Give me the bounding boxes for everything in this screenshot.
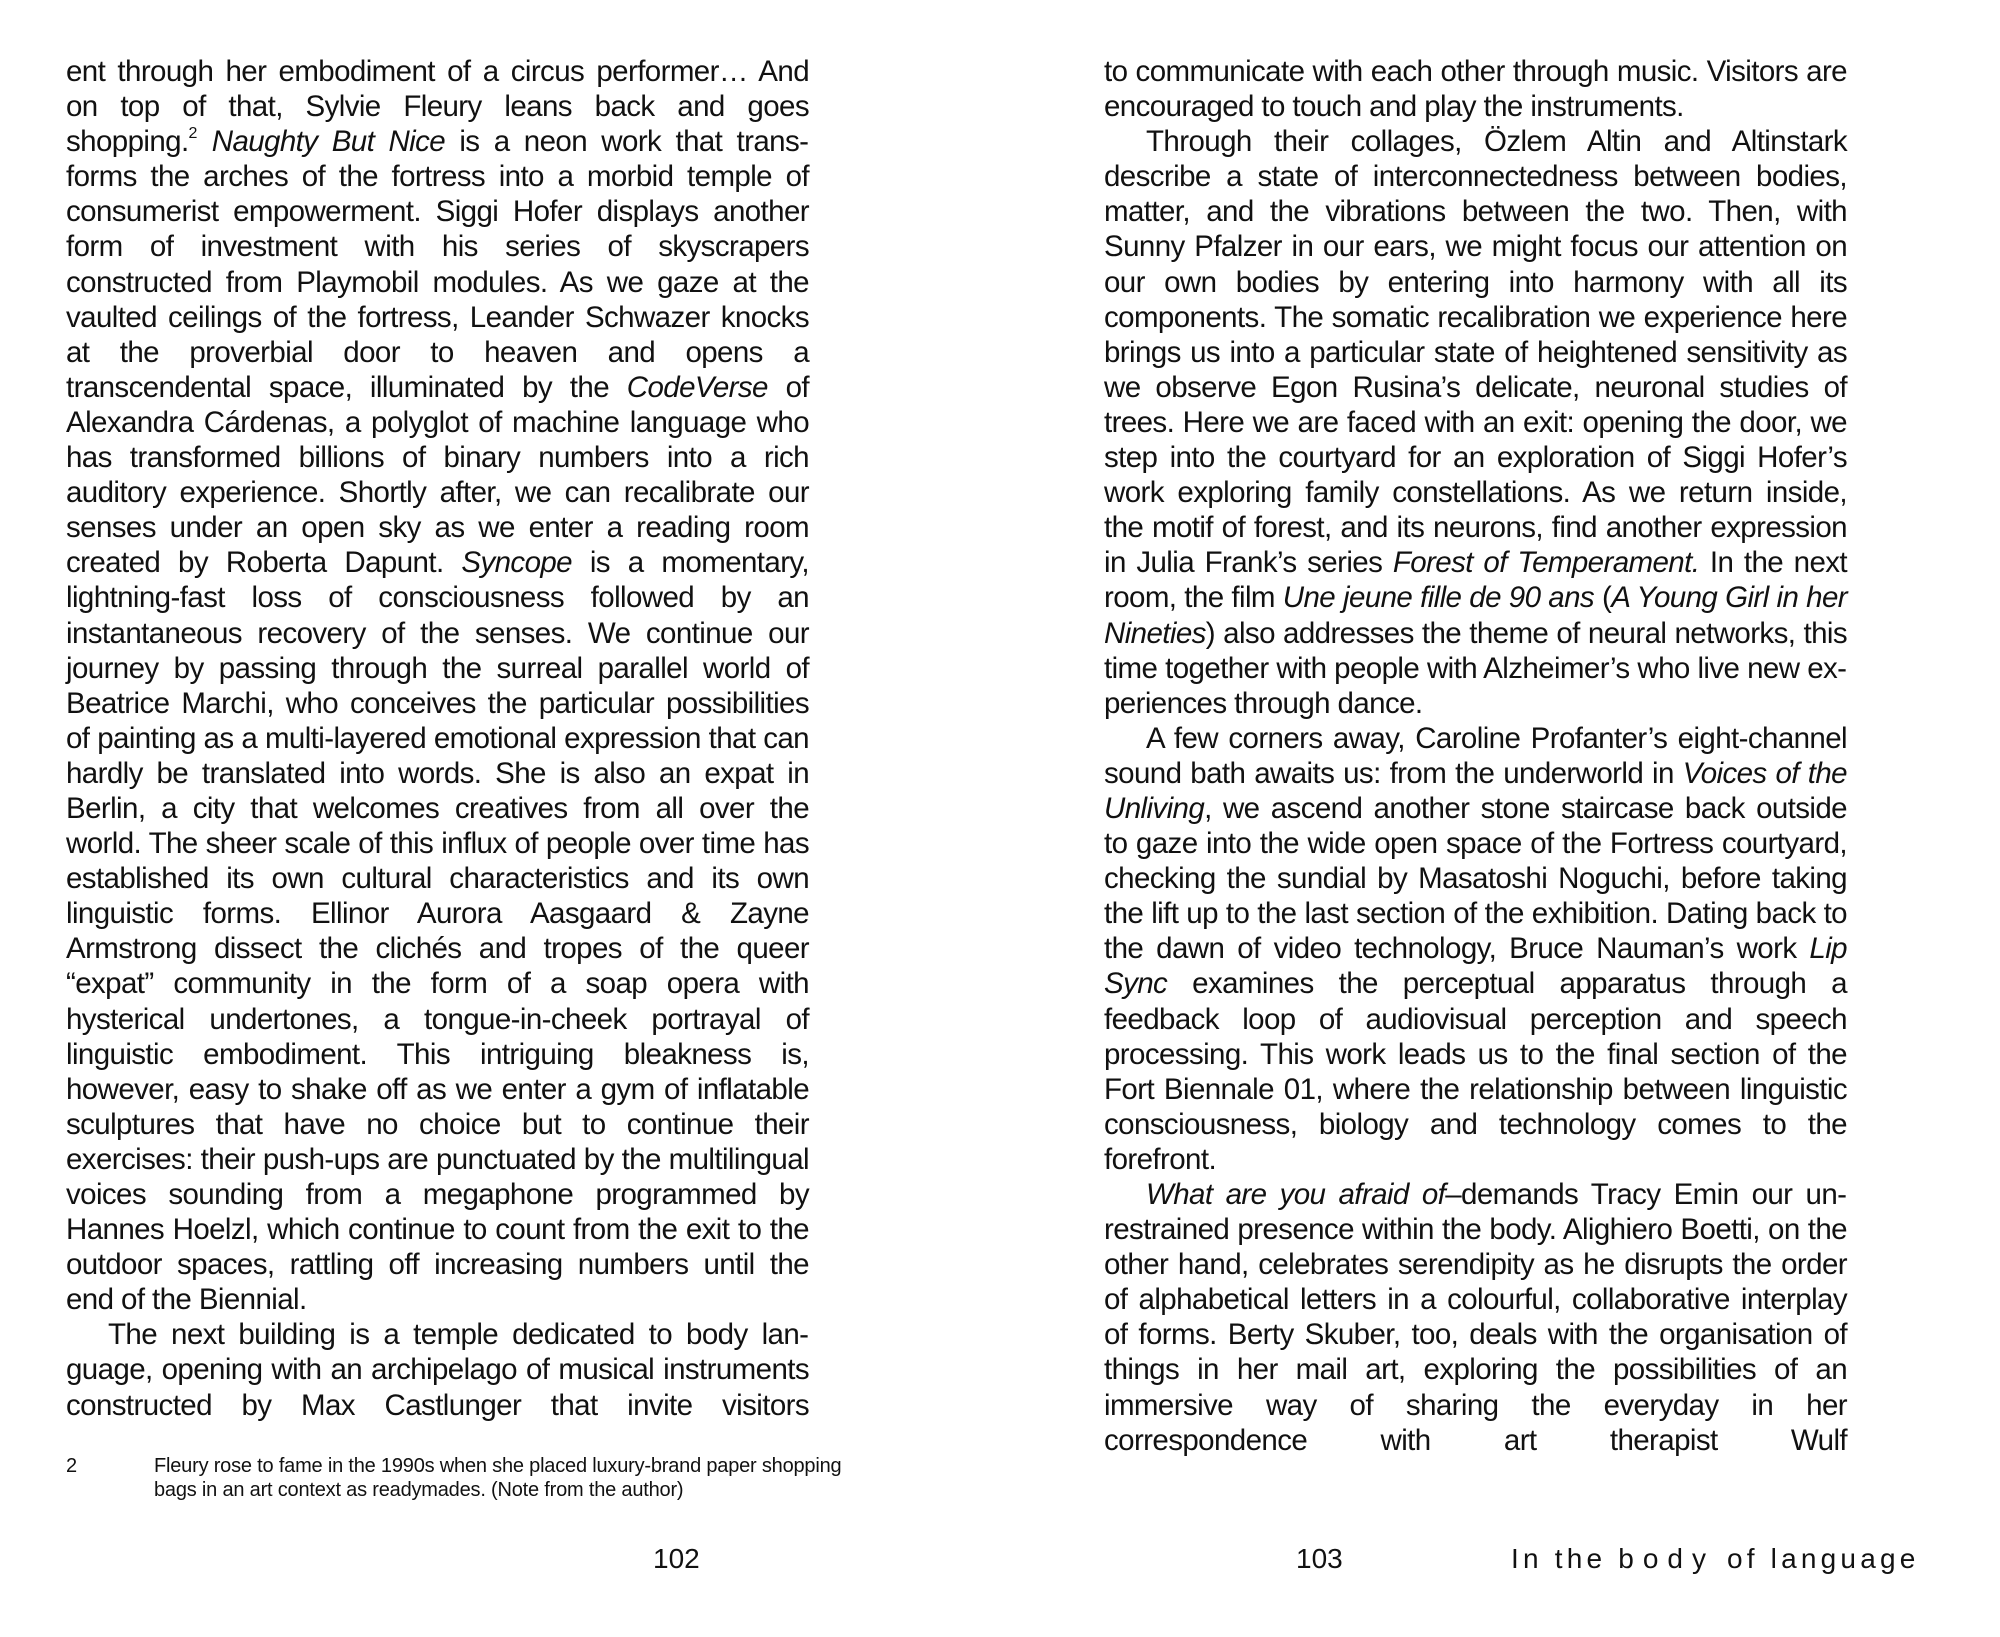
right-paragraph-1	[1104, 54, 1847, 124]
footnote	[66, 1454, 916, 1502]
right-body-text	[1104, 54, 1847, 1458]
text-run: –demands Tracy Emin our unrestrained presence within the body. Alighiero Boetti, on the other hand, celebrates serendipity as he disrupts the order of alphabetical letters in a colourful, collaborative interplay of forms. Berty Skuber, too, deals with the organisation of things in her mail art, exploring the possibilities of an immersive way of sharing the everyday in her correspondence with art therapist Wulf	[1104, 1178, 1847, 1457]
text-run: ) also addresses the theme of neural networks, this time together with people with Alzheimer’s who live new experiences through dance.	[1104, 616, 1847, 720]
left-body-text	[66, 54, 809, 1423]
text-run: ent through her embodiment of a circus performer… And on top of that, Sylvie Fleury leans back and goes shopping.	[66, 55, 809, 159]
left-paragraph-2	[66, 1317, 809, 1422]
running-title-spaced: body	[1618, 1543, 1715, 1574]
italic-title-run: Une jeune fille de 90 ans	[1282, 581, 1595, 615]
right-paragraph-2	[1104, 124, 1847, 721]
right-paragraph-3	[1104, 721, 1847, 1177]
italic-title-run: Syncope	[461, 546, 572, 580]
running-title	[1511, 1543, 1920, 1575]
text-run	[197, 125, 211, 158]
text-run: A few corners away, Caroline Profanter’s eight-channel sound bath awaits us: from the underworld in	[1104, 721, 1847, 790]
text-run: The next building is a temple dedicated to body language, opening with an archipelago of musical instruments constructed by Max Castlunger that invite visitors	[66, 1318, 809, 1422]
italic-title-run: CodeVerse	[626, 370, 768, 404]
running-title-suffix: of language	[1726, 1543, 1920, 1574]
text-run: In the next room, the film	[1104, 546, 1847, 615]
text-run: is a momentary, lightning-fast loss of consciousness followed by an instantaneous recovery of the senses. We continue our journey by passing through the surreal parallel world of Beatrice Marchi, who conceives the particular possibilities of painting as a multi-layered emotional expression that can hardly be translated into words. She is also an expat in Berlin, a city that welcomes creatives from all over the world. The sheer scale of this influx of people over time has established its own cultural characteristics and its own linguistic forms. Ellinor Aurora Aasgaard & Zayne Armstrong dissect the clichés and tropes of the queer “expat” community in the form of a soap opera with hysterical undertones, a tongue-in-cheek portrayal of linguistic embodiment. This intriguing bleakness is, however, easy to shake off as we enter a gym of inflatable sculptures that have no choice but to continue their exercises: their push-ups are punctuated by the multilingual voices sounding from a megaphone programmed by Hannes Hoelzl, which continue to count from the exit to the outdoor spaces, rattling off increasing numbers until the end of the Biennial.	[66, 546, 809, 1317]
italic-title-run: Naughty But Nice	[211, 125, 446, 159]
footnote-number: 2	[66, 1455, 77, 1477]
text-run: Through their collages, Özlem Altin and Altinstark describe a state of interconnectedness between bodies, matter, and the vibrations between the two. Then, with Sunny Pfalzer in our ears, we might focus our attention on our own bodies by entering into harmony with all its components. The somatic recalibration we experience here brings us into a particular state of heightened sensitivity as we observe Egon Rusina’s delicate, neuronal studies of trees. Here we are faced with an exit: opening the door, we step into the courtyard for an exploration of Siggi Hofer’s work exploring family constellations. As we return inside, the motif of forest, and its neurons, find another expression in Julia Frank’s series	[1104, 125, 1847, 580]
italic-title-run: A Young Girl in her Nineties	[1104, 581, 1847, 650]
italic-title-run: Forest of Temperament.	[1392, 546, 1700, 580]
right-page	[1000, 0, 2000, 1637]
footnote-reference: 2	[188, 125, 198, 143]
left-paragraph-1	[66, 54, 809, 1317]
page-number-left: 102	[653, 1543, 700, 1574]
right-paragraph-4	[1104, 1177, 1847, 1458]
footnote-text: Fleury rose to fame in the 1990s when she placed luxury-brand paper shopping bags in an art context as readymades. (Note from the author)	[154, 1455, 842, 1501]
running-title-prefix: In the	[1511, 1543, 1607, 1574]
text-run: is a neon work that transforms the arches of the fortress into a morbid temple of consumerist empowerment. Siggi Hofer displays another form of investment with his series of skyscrapers constructed from Playmobil modules. As we gaze at the vaulted ceilings of the fortress, Leander Schwazer knocks at the proverbial door to heaven and opens a transcendental space, illuminated by the	[66, 125, 809, 404]
page-number-right: 103	[1296, 1543, 1343, 1574]
italic-title-run: What are you afraid of	[1146, 1178, 1446, 1211]
italic-title-run: Voices of the Unliving	[1104, 756, 1847, 825]
italic-title-run: Lip Sync	[1104, 932, 1847, 1001]
text-run: to communicate with each other through music. Visitors are encouraged to touch and play the instruments.	[1104, 55, 1847, 124]
text-run: , we ascend another stone staircase back outside to gaze into the wide open space of the Fortress courtyard, checking the sundial by Masatoshi Noguchi, before taking the lift up to the last section of the exhibition. Dating back to the dawn of video technology, Bruce Nauman’s work	[1104, 791, 1847, 966]
text-run: of Alexandra Cárdenas, a polyglot of machine language who has transformed billions of binary numbers into a rich auditory experience. Shortly after, we can recalibrate our senses under an open sky as we enter a reading room created by Roberta Dapunt.	[66, 370, 809, 580]
text-run: examines the perceptual apparatus through a feedback loop of audiovisual perception and speech processing. This work leads us to the final section of the Fort Biennale 01, where the relationship between linguistic consciousness, biology and technology comes to the forefront.	[1104, 967, 1847, 1176]
text-run: (	[1594, 581, 1612, 615]
